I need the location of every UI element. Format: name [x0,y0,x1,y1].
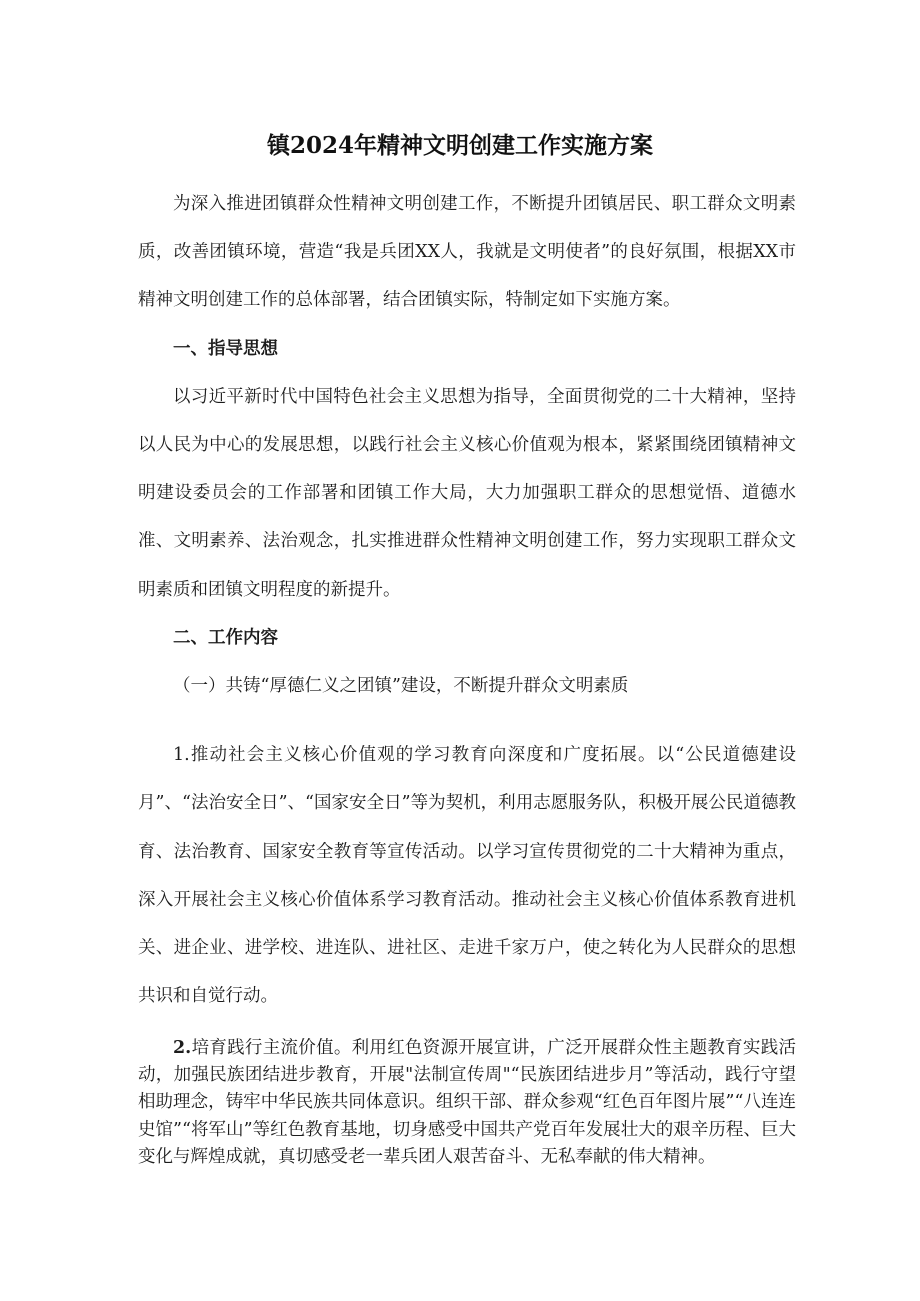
document-body-continued [138,1035,796,1171]
item2-paragraph [138,1035,796,1171]
document-title: 镇2024年精神文明创建工作实施方案 [266,132,653,159]
item2-number: 2. [173,1038,192,1058]
subsection1-heading: （一）共铸“厚德仁义之团镇”建设，不断提升群众文明素质 [173,676,629,697]
section1-heading: 一、指导思想 [173,338,278,359]
document-body [138,180,796,1020]
section2-heading: 二、工作内容 [173,627,278,648]
item2-text: 培育践行主流价值。利用红色资源开展宣讲，广泛开展群众性主题教育实践活动，加强民族团结进步教育，开展"法制宣传周"“民族团结进步月”等活动，践行守望相助理念，铸牢中华民族共同体意识。组织干部、群众参观“红色百年图片展”“八连连史馆”“将军山”等红色教育基地，切身感受中国共产党百年发展壮大的艰辛历程、巨大变化与辉煌成就，真切感受老一辈兵团人艰苦奋斗、无私奉献的伟大精神。 [138,1038,796,1167]
intro-paragraph: 为深入推进团镇群众性精神文明创建工作，不断提升团镇居民、职工群众文明素质，改善团镇环境，营造“我是兵团XX人，我就是文明使者”的良好氛围，根据XX市精神文明创建工作的总体部署，结合团镇实际，特制定如下实施方案。 [138,194,796,311]
section1-paragraph: 以习近平新时代中国特色社会主义思想为指导，全面贯彻党的二十大精神，坚持以人民为中心的发展思想，以践行社会主义核心价值观为根本，紧紧围绕团镇精神文明建设委员会的工作部署和团镇工作大局，大力加强职工群众的思想觉悟、道德水准、文明素养、法治观念，扎实推进群众性精神文明创建工作，努力实现职工群众文明素质和团镇文明程度的新提升。 [138,386,796,600]
item1-paragraph: 1.推动社会主义核心价值观的学习教育向深度和广度拓展。以“公民道德建设月”、“法治安全日”、“国家安全日”等为契机，利用志愿服务队，积极开展公民道德教育、法治教育、国家安全教育等宣传活动。以学习宣传贯彻党的二十大精神为重点，深入开展社会主义核心价值体系学习教育活动。推动社会主义核心价值体系教育进机关、进企业、进学校、进连队、进社区、走进千家万户，使之转化为人民群众的思想共识和自觉行动。 [138,745,796,1007]
